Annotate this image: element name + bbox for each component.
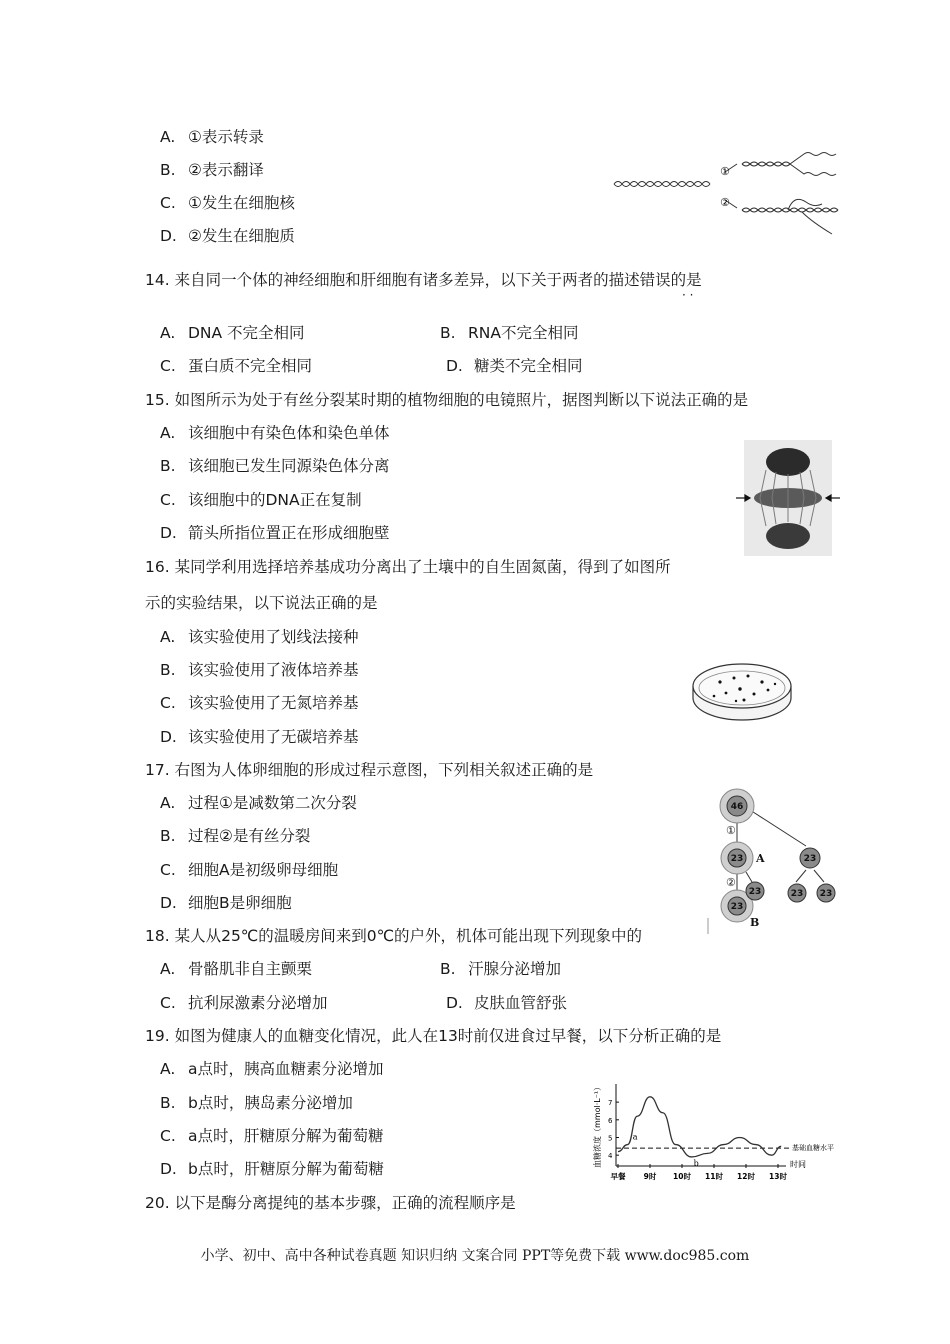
q17-option-d: D. 细胞B是卵细胞 [160, 894, 292, 912]
q16-stem-line2: 示的实验结果，以下说法正确的是 [145, 594, 378, 612]
q13-option-c: C. ①发生在细胞核 [160, 194, 295, 212]
dna-figure [612, 140, 852, 240]
chart-baseline-label: 基础血糖水平 [792, 1144, 834, 1153]
dna-mark-1: ① [720, 165, 730, 178]
q16-stem-line1: 16. 某同学利用选择培养基成功分离出了土壤中的自生固氮菌，得到了如图所 [145, 558, 671, 576]
cell-23-c: 23 [730, 902, 744, 912]
page-footer: 小学、初中、高中各种试卷真题 知识归纳 文案合同 PPT等免费下载 www.doc985.com [200, 1248, 750, 1264]
mitosis-micrograph [736, 440, 840, 556]
cell-23-b: 23 [803, 854, 817, 864]
q15-option-a: A. 该细胞中有染色体和染色单体 [160, 424, 390, 442]
cell-b-label: B [750, 916, 760, 929]
chart-x-axis-label: 时间 [790, 1160, 806, 1169]
emphasis-dots: · · [682, 288, 694, 302]
q20-stem: 20. 以下是酶分离提纯的基本步骤，正确的流程顺序是 [145, 1194, 516, 1212]
cell-23-e: 23 [790, 889, 804, 899]
cell-46: 46 [730, 802, 744, 812]
q16-option-c: C. 该实验使用了无氮培养基 [160, 694, 359, 712]
q14-option-c: C. 蛋白质不完全相同 [160, 357, 313, 375]
oogenesis-diagram [706, 786, 840, 934]
q19-stem: 19. 如图为健康人的血糖变化情况，此人在13时前仅进食过早餐，以下分析正确的是 [145, 1027, 722, 1045]
petri-dish [690, 660, 794, 726]
cell-23-d: 23 [748, 887, 762, 897]
chart-y-tick-label: 6 [608, 1116, 613, 1125]
q17-option-b: B. 过程②是有丝分裂 [160, 827, 311, 845]
chart-x-tick-label: 9时 [643, 1172, 657, 1181]
step-1-label: ① [726, 824, 736, 837]
q17-option-c: C. 细胞A是初级卵母细胞 [160, 861, 339, 879]
chart-y-tick-label: 4 [608, 1152, 613, 1161]
cell-23-f: 23 [819, 889, 833, 899]
q17-stem: 17. 右图为人体卵细胞的形成过程示意图，下列相关叙述正确的是 [145, 761, 594, 779]
chart-x-tick-label: 13时 [769, 1172, 787, 1181]
q14-option-b: B. RNA不完全相同 [440, 324, 579, 342]
q17-option-a: A. 过程①是减数第二次分裂 [160, 794, 357, 812]
q16-option-b: B. 该实验使用了液体培养基 [160, 661, 359, 679]
chart-x-tick-label: 11时 [705, 1172, 723, 1181]
q19-option-c: C. a点时，肝糖原分解为葡萄糖 [160, 1127, 384, 1145]
blood-glucose-chart [586, 1078, 846, 1186]
q19-option-b: B. b点时，胰岛素分泌增加 [160, 1094, 353, 1112]
q15-option-d: D. 箭头所指位置正在形成细胞壁 [160, 524, 390, 542]
step-2-label: ② [726, 876, 736, 889]
q18-stem: 18. 某人从25℃的温暖房间来到0℃的户外，机体可能出现下列现象中的 [145, 927, 642, 945]
q19-option-d: D. b点时，肝糖原分解为葡萄糖 [160, 1160, 384, 1178]
q15-stem: 15. 如图所示为处于有丝分裂某时期的植物细胞的电镜照片，据图判断以下说法正确的是 [145, 391, 749, 409]
q15-option-c: C. 该细胞中的DNA正在复制 [160, 491, 362, 509]
chart-point-b-label: b [693, 1158, 699, 1168]
q13-option-a: A. ①表示转录 [160, 128, 264, 146]
q18-option-b: B. 汗腺分泌增加 [440, 960, 562, 978]
q16-option-d: D. 该实验使用了无碳培养基 [160, 728, 359, 746]
q18-option-a: A. 骨骼肌非自主颤栗 [160, 960, 313, 978]
q14-option-d: D. 糖类不完全相同 [446, 357, 583, 375]
q15-option-b: B. 该细胞已发生同源染色体分离 [160, 457, 390, 475]
cell-a-label: A [756, 852, 765, 865]
chart-y-axis-label: 血糖浓度（mmol·L⁻¹） [593, 1082, 602, 1168]
q18-option-c: C. 抗利尿激素分泌增加 [160, 994, 328, 1012]
chart-x-tick-label: 早餐 [610, 1172, 626, 1181]
q18-option-d: D. 皮肤血管舒张 [446, 994, 568, 1012]
cell-23-a: 23 [730, 854, 744, 864]
q14-option-a: A. DNA 不完全相同 [160, 324, 305, 342]
chart-y-tick-label: 5 [608, 1134, 613, 1143]
q13-option-b: B. ②表示翻译 [160, 161, 264, 179]
dna-mark-2: ② [720, 196, 730, 209]
q13-option-d: D. ②发生在细胞质 [160, 227, 295, 245]
chart-y-tick-label: 7 [608, 1099, 613, 1108]
q16-option-a: A. 该实验使用了划线法接种 [160, 628, 359, 646]
chart-x-tick-label: 10时 [673, 1172, 691, 1181]
chart-point-a-label: a [632, 1132, 638, 1142]
q14-stem: 14. 来自同一个体的神经细胞和肝细胞有诸多差异，以下关于两者的描述错误的是 [145, 271, 702, 289]
chart-x-tick-label: 12时 [737, 1172, 755, 1181]
q19-option-a: A. a点时，胰高血糖素分泌增加 [160, 1060, 384, 1078]
